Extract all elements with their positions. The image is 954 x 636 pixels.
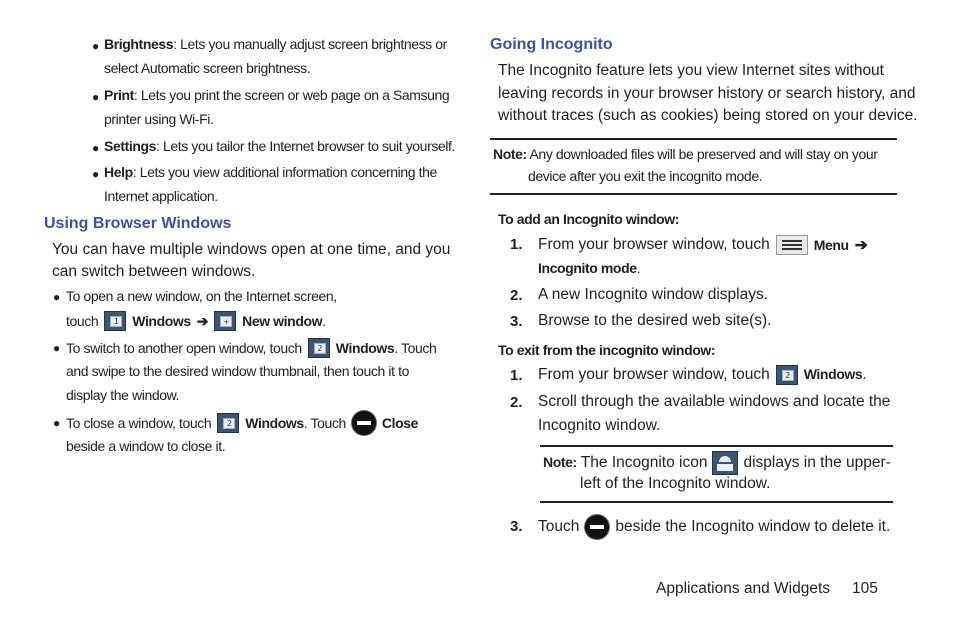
switch-text: To switch to another open window, touch: [66, 340, 302, 356]
bullet-marker: ●: [92, 90, 100, 104]
help-desc-cont: Internet application.: [104, 188, 218, 204]
period: .: [862, 366, 867, 383]
settings-term: Settings: [104, 138, 157, 154]
incognito-intro-cont: without traces (such as cookies) being stored on your device.: [498, 107, 918, 124]
switch-text-cont: and swipe to the desired window thumbnail, then touch it to: [66, 363, 409, 379]
windows-icon: [217, 413, 239, 433]
close-minus-icon: [585, 515, 609, 539]
footer-section-title: Applications and Widgets: [656, 580, 831, 597]
step-text: Touch: [538, 518, 580, 535]
incognito-intro-cont: leaving records in your browser history or search history, and: [498, 85, 916, 102]
brightness-item: [104, 36, 447, 52]
step-2: A new Incognito window displays.: [538, 286, 769, 303]
arrow-icon: ➔: [854, 236, 868, 254]
note-text: The Incognito icon: [576, 454, 708, 471]
windows-label: Windows: [132, 313, 191, 329]
note-text: displays in the upper-: [743, 454, 891, 471]
section-heading-browser-windows: Using Browser Windows: [44, 215, 232, 232]
exit-step-3: [538, 515, 890, 539]
touch-label: . Touch: [303, 415, 346, 431]
new-window-icon: +: [214, 311, 236, 331]
windows-icon: [104, 311, 126, 331]
bullet-marker: ●: [53, 341, 61, 355]
help-desc: : Lets you view additional information concerning the: [132, 164, 437, 180]
exit-incognito-heading: To exit from the incognito window:: [498, 342, 716, 358]
incognito-icon: [712, 451, 738, 475]
windows-label: Windows: [245, 415, 304, 431]
windows-label: Windows: [803, 366, 863, 382]
settings-item: [104, 138, 455, 154]
exit-step-1: [538, 365, 867, 385]
new-window-label: New window: [242, 313, 323, 329]
note-label: Note:: [543, 454, 577, 470]
touch-label: touch: [66, 313, 99, 329]
note-rule-top: [490, 138, 897, 140]
note-text-cont: left of the Incognito window.: [580, 475, 771, 492]
step-3: Browse to the desired web site(s).: [538, 312, 772, 329]
step-text: beside the Incognito window to delete it.: [615, 518, 891, 535]
print-desc-cont: printer using Wi-Fi.: [104, 111, 214, 127]
arrow-icon: ➔: [196, 312, 209, 329]
intro-text: You can have multiple windows open at one time, and you: [52, 241, 451, 258]
add-incognito-heading: To add an Incognito window:: [498, 211, 680, 227]
period: .: [636, 260, 641, 276]
help-item: [104, 164, 437, 180]
close-text-cont: beside a window to close it.: [66, 438, 226, 454]
section-heading-incognito: Going Incognito: [490, 36, 613, 53]
step-1-cont: [538, 260, 640, 276]
step-number: 3.: [510, 313, 523, 330]
step-number: 2.: [510, 394, 523, 411]
open-window-steps: [66, 311, 326, 331]
open-window-text: To open a new window, on the Internet screen,: [66, 288, 337, 304]
bullet-marker: ●: [53, 416, 61, 430]
note-rule-bottom: [490, 193, 897, 195]
step-number: 3.: [510, 518, 523, 535]
page-number: 105: [852, 580, 878, 597]
step-1: [538, 235, 868, 255]
note-2: [543, 451, 891, 475]
brightness-term: Brightness: [104, 36, 174, 52]
print-item: [104, 87, 449, 103]
switch-window-text: [66, 338, 436, 358]
close-label: Close: [381, 415, 419, 431]
print-term: Print: [104, 87, 134, 103]
help-term: Help: [104, 164, 133, 180]
brightness-desc-cont: select Automatic screen brightness.: [104, 60, 311, 76]
step-number: 2.: [510, 287, 523, 304]
window-count: 1: [110, 316, 122, 327]
close-minus-icon: [352, 411, 376, 435]
step-text: From your browser window, touch: [538, 366, 770, 383]
touch-label: . Touch: [394, 340, 437, 356]
close-text: To close a window, touch: [66, 415, 212, 431]
bullet-marker: ●: [92, 141, 100, 155]
period: .: [322, 313, 326, 329]
menu-icon: [776, 235, 808, 255]
menu-label: Menu: [813, 237, 849, 253]
bullet-marker: ●: [53, 290, 61, 304]
incognito-mode-label: Incognito mode: [538, 260, 637, 276]
window-count: 2: [223, 418, 235, 429]
window-count: 2: [782, 370, 794, 381]
step-number: 1.: [510, 367, 523, 384]
note-rule-bottom: [540, 501, 893, 503]
switch-text-cont: display the window.: [66, 387, 180, 403]
close-window-text: [66, 411, 418, 435]
step-number: 1.: [510, 236, 523, 253]
incognito-intro: The Incognito feature lets you view Internet sites without: [498, 62, 884, 79]
brightness-desc: : Lets you manually adjust screen brightness or: [173, 36, 447, 52]
bullet-marker: ●: [92, 39, 100, 53]
windows-icon: [776, 365, 798, 385]
print-desc: : Lets you print the screen or web page on a Samsung: [133, 87, 450, 103]
settings-desc: : Lets you tailor the Internet browser to suit yourself.: [156, 138, 456, 154]
exit-step-2-cont: Incognito window.: [538, 417, 661, 434]
windows-icon: [308, 338, 330, 358]
note-text-cont: device after you exit the incognito mode.: [528, 168, 763, 184]
note-1: [493, 146, 877, 162]
window-count: 2: [314, 343, 326, 354]
exit-step-2: Scroll through the available windows and locate the: [538, 393, 891, 410]
bullet-marker: ●: [92, 167, 100, 181]
note-text: Any downloaded files will be preserved and will stay on your: [526, 146, 878, 162]
windows-label: Windows: [335, 340, 395, 356]
note-rule-top: [540, 445, 893, 447]
note-label: Note:: [493, 146, 527, 162]
step-text: From your browser window, touch: [538, 236, 770, 253]
intro-text-cont: can switch between windows.: [52, 263, 256, 280]
